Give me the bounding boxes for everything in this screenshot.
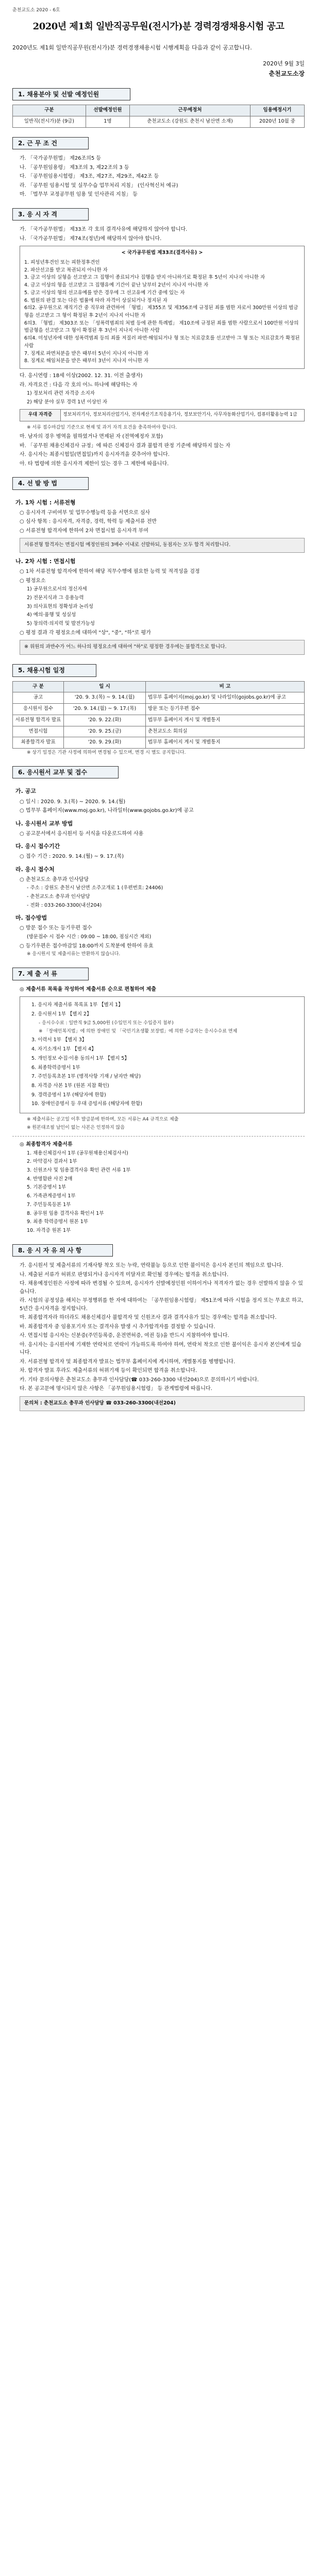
table-cell: 춘천교도소 회의실 — [146, 726, 305, 737]
list-item: 3) 의사표현의 정확성과 논리성 — [27, 603, 93, 609]
list-item: 아. 타 법령에 의한 응시자격 제한이 있는 경우 그 제한에 따릅니다. — [20, 461, 169, 467]
document-item: 4. 자기소개서 1부 【별지 4】 — [31, 1046, 96, 1053]
list-item: ○ 일시 : 2020. 9. 3.(목) ~ 2020. 9. 14.(월) — [20, 799, 126, 805]
document-item: 3. 신원조사 및 임용결격사유 확인 관련 서류 1부 — [27, 1167, 131, 1173]
section-schedule — [12, 664, 305, 757]
box-line: 6의3. 「형법」 제303조 또는 「성폭력범죄의 처벌 등에 관한 특례법」 제10조에 규정된 죄를 범한 사람으로서 100만원 이상의 벌금형을 선고받고 그 형이 확정된 후 3년이 지나지 아니한 사람 — [24, 320, 299, 334]
list-item: ○ 공고문서에서 응시원서 등 서식을 다운로드하여 사용 — [20, 831, 144, 837]
document-item: 7. 주민등록등본 1부 — [27, 1201, 71, 1208]
list-item: ○ 1차 서류전형 합격자에 한하여 해당 직무수행에 필요한 능력 및 적격성을 검정 — [20, 569, 200, 575]
list-item: ○ 서류전형 합격자에 한하여 2차 면접시험 응시자격 부여 — [20, 528, 148, 534]
table-cell: 법무부 홈페이지 게시 및 개별통지 — [146, 737, 305, 749]
document-item: 4. 반명함판 사진 2매 — [27, 1176, 73, 1182]
section-title: 2. 근 무 조 건 — [12, 137, 89, 150]
document-item: 9. 경력증명서 1부 (해당자에 한함) — [31, 1092, 106, 1098]
disqualification-box — [20, 246, 305, 369]
document-item: 8. 자격증 사본 1부 (원본 지참 확인) — [31, 1083, 109, 1089]
table-header: 일 시 — [64, 681, 146, 692]
document-item: 2. 응시원서 1부 【별지 2】 — [31, 1011, 92, 1017]
list-item: 5) 창의력·의지력 및 발전가능성 — [27, 621, 95, 627]
section-eligibility — [12, 208, 305, 468]
table-cell: 춘천교도소 (강원도 춘천시 남산면 소재) — [130, 116, 251, 127]
list-item: 자. 서류전형 합격자 및 최종합격자 발표는 법무부 홈페이지에 게시하며, 개별통지를 병행합니다. — [20, 1359, 236, 1365]
contact-box: 문의처 : 춘천교도소 총무과 인사담당 ☎ 033-260-3300(내선204) — [20, 1396, 305, 1411]
documents-box — [20, 996, 305, 1113]
certificate-list: 정보처리기사, 정보처리산업기사, 전자계산기조직응용기사, 정보보안기사, 사무자동화산업기사, 컴퓨터활용능력 1급 — [63, 412, 297, 418]
box-line: 1. 피성년후견인 또는 피한정후견인 — [24, 259, 100, 265]
list-item: 바. 「공무원 채용신체검사 규정」에 따른 신체검사 결과 불합격 판정 기준에 해당하지 않는 자 — [20, 443, 231, 449]
list-item: 사. 면접시험 응시자는 신분증(주민등록증, 운전면허증, 여권 등)을 반드시 지참하여야 합니다. — [20, 1333, 229, 1339]
list-item: ○ 심사 항목 : 응시자격, 자격증, 경력, 학력 등 제출서류 전반 — [20, 519, 157, 525]
list-item: 1) 정보처리 관련 자격증 소지자 — [27, 391, 95, 397]
table-cell: 방문 또는 등기우편 접수 — [146, 704, 305, 715]
subsection-title: 가. 1차 시험 : 서류전형 — [15, 499, 76, 506]
table-cell: 2020년 10월 중 — [250, 116, 304, 127]
note: ※ 서류 접수마감일 기준으로 현재 및 과거 자격 요건을 충족하여야 합니다. — [27, 425, 177, 431]
list-item: ○ 평정 결과 각 평정요소에 대하여 "상", "중", "하"로 평가 — [20, 630, 151, 636]
table-cell: 법무부 홈페이지 게시 및 개별통지 — [146, 715, 305, 726]
table-header: 선발예정인원 — [86, 105, 129, 116]
notice-box: ※ 위원의 과반수가 어느 하나의 평정요소에 대하여 "하"로 평정한 경우에는 불합격으로 합니다. — [20, 640, 305, 655]
list-item: - 전화 : 033-260-3300(내선204) — [27, 902, 102, 908]
document-note: ※ 「장애인복지법」에 의한 장애인 및 「국민기초생활 보장법」에 의한 수급자는 응시수수료 면제 — [39, 1028, 238, 1034]
list-item: 타. 본 공고문에 명시되지 않은 사항은 「공무원임용시험령」 등 관계법령에 따릅니다. — [20, 1386, 212, 1392]
note: ※ 원본대조필 날인이 없는 사본은 인정하지 않음 — [27, 1125, 125, 1131]
document-item: 9. 최종 학력증명서 원본 1부 — [27, 1219, 88, 1225]
list-item: 2) 전문지식과 그 응용능력 — [27, 595, 84, 601]
document-item: 6. 가족관계증명서 1부 — [27, 1193, 76, 1199]
document-item: 8. 공무원 임용 결격사유 확인서 1부 — [27, 1210, 104, 1216]
agency-name: 춘천교도소장 — [269, 70, 305, 77]
document-item: 6. 최종학력증명서 1부 — [31, 1064, 80, 1071]
document-item: 1. 응시자 제출서류 목록표 1부 【별지 1】 — [31, 1002, 123, 1008]
box-title: < 국가공무원법 제33조(결격사유) > — [121, 250, 203, 256]
document-item: 2. 마약검사 결과서 1부 — [27, 1159, 77, 1165]
table-cell: 면접시험 — [13, 726, 64, 737]
table-cell: 최종합격자 발표 — [13, 737, 64, 749]
list-item: 나. 「공무원임용령」 제3조의 3, 제22조의 3 등 — [20, 164, 129, 171]
list-item: 마. 최종합격자라 하더라도 채용신체검사 불합격자 및 신원조사 결과 결격사유가 있는 경우에는 합격을 취소합니다. — [20, 1315, 277, 1321]
box-line: 2. 파산선고를 받고 복권되지 아니한 자 — [24, 267, 108, 273]
document-item: 10. 장애인증명서 등 우대 증빙서류 (해당자에 한함) — [31, 1101, 143, 1107]
table-cell: '20. 9. 25.(금) — [64, 726, 146, 737]
list-item: 마. 「법무부 교정공무원 임용 및 인사관리 지침」 등 — [20, 192, 138, 198]
table-row — [13, 737, 305, 749]
note: ※ 상기 일정은 기관 사정에 의하여 변경될 수 있으며, 변경 시 별도 공지합니다. — [27, 750, 186, 755]
table-header: 구 분 — [13, 681, 64, 692]
section-title: 8. 응 시 자 유 의 사 항 — [12, 1244, 113, 1257]
document-note: - 응시수수료 : 일반직 9급 5,000원 (수입인지 또는 수입증지 첨부) — [39, 1020, 174, 1026]
document-item: 10. 자격증 원본 1부 — [27, 1228, 71, 1234]
list-item: 라. 자격요건 : 다음 각 호의 어느 하나에 해당하는 자 — [20, 382, 138, 388]
list-item: ○ 법무부 홈페이지(www.moj.go.kr), 나라일터(www.gojobs.go.kr)에 공고 — [20, 808, 194, 814]
list-item: 4) 예의·품행 및 성실성 — [27, 612, 76, 618]
table-cell: '20. 9. 22.(화) — [64, 715, 146, 726]
table-cell: 응시원서 접수 — [13, 704, 64, 715]
table-cell: '20. 9. 3.(목) ~ 9. 14.(월) — [64, 692, 146, 704]
document-item: 5. 기본증명서 1부 — [27, 1184, 66, 1191]
notice-box: 서류전형 합격자는 면접시험 예정인원의 3배수 이내로 선발하되, 동점자는 모두 합격 처리합니다. — [20, 538, 305, 553]
box-line: 5. 금고 이상의 형의 선고유예를 받은 경우에 그 선고유예 기간 중에 있는 자 — [24, 290, 185, 296]
list-item: ○ 방문 접수 또는 등기우편 접수 — [20, 925, 92, 931]
table-cell: '20. 9. 14.(월) ~ 9. 17.(목) — [64, 704, 146, 715]
section-title: 3. 응 시 자 격 — [12, 208, 89, 221]
section-notes — [12, 1244, 305, 1411]
recruitment-table — [12, 105, 305, 127]
box-line: 4. 금고 이상의 형을 선고받고 그 집행유예 기간이 끝난 날부터 2년이 지나지 아니한 자 — [24, 282, 209, 289]
section-conditions — [12, 137, 305, 199]
list-item: - 춘천교도소 총무과 인사담당 — [27, 893, 90, 900]
list-item: 마. 남자의 경우 병역을 필하였거나 면제된 자 (전역예정자 포함) — [20, 434, 163, 440]
table-cell: 법무부 홈페이지(moj.go.kr) 및 나라일터(gojobs.go.kr)에 공고 — [146, 692, 305, 704]
list-item: 가. 응시원서 및 제출서류의 기재사항 착오 또는 누락, 연락불능 등으로 인한 불이익은 응시자 본인의 책임으로 합니다. — [20, 1263, 283, 1269]
box-line: 6. 법원의 판결 또는 다른 법률에 따라 자격이 상실되거나 정지된 자 — [24, 297, 168, 303]
table-header: 근무예정처 — [130, 105, 251, 116]
box-line: 8. 징계로 해임처분을 받은 때부터 3년이 지나지 아니한 자 — [24, 358, 149, 364]
section-title: 6. 응시원서 교부 및 접수 — [12, 766, 119, 779]
table-header: 비 고 — [146, 681, 305, 692]
table-header: 구분 — [13, 105, 86, 116]
list-item: 나. 제출된 서류가 허위로 판명되거나 응시자격 미달자로 확인될 경우에는 합격을 취소합니다. — [20, 1272, 229, 1278]
list-item: ○ 응시자격 구비여부 및 업무수행능력 등을 서면으로 심사 — [20, 510, 151, 516]
table-cell: 서류전형 합격자 발표 — [13, 715, 64, 726]
box-line: 6의2. 공무원으로 재직기간 중 직무와 관련하여 「형법」 제355조 및 제356조에 규정된 죄를 범한 자로서 300만원 이상의 벌금형을 선고받고 그 형이 확정된 후 2년이 지나지 아니한 자 — [24, 305, 298, 318]
list-item: 나. 「국가공무원법」 제74조(정년)에 해당하지 않아야 합니다. — [20, 235, 162, 242]
page-title: 2020년 제1회 일반직공무원(전시가)분 경력경쟁채용시험 공고 — [32, 21, 285, 32]
list-item: 다. 「공무원임용시험령」 제3조, 제27조, 제29조, 제42조 등 — [20, 174, 159, 180]
section-title: 1. 채용분야 및 선발 예정인원 — [12, 88, 130, 101]
list-item: 라. 시험의 공정성을 해치는 부정행위를 한 자에 대하여는 「공무원임용시험령」 제51조에 따라 시험을 정지 또는 무효로 하고, 5년간 응시자격을 정지합니다. — [20, 1298, 304, 1312]
list-item: 가. 「국가공무원법」 제33조 각 호의 결격사유에 해당하지 않아야 합니다. — [20, 227, 188, 233]
list-item: 사. 응시자는 최종시험일(면접일)까지 응시자격을 갖추어야 합니다. — [20, 452, 170, 458]
certificate-table — [20, 409, 305, 421]
document-item: 5. 개인정보 수집·이용 동의서 1부 【별지 5】 — [31, 1055, 129, 1061]
section-recruitment — [12, 88, 305, 128]
table-header: 임용예정시기 — [250, 105, 304, 116]
list-item: 2) 해당 분야 실무 경력 1년 이상인 자 — [27, 399, 108, 405]
list-item: 다. 응시연령 : 18세 이상(2002. 12. 31. 이전 출생자) — [20, 373, 143, 379]
list-item: ○ 접수 기간 : 2020. 9. 14.(월) ~ 9. 17.(목) — [20, 854, 124, 860]
note: ※ 제출서류는 공고일 이후 발급분에 한하며, 모든 서류는 A4 규격으로 제출 — [27, 1117, 179, 1123]
document-item: 1. 채용신체검사서 1부 (공무원채용신체검사서) — [27, 1150, 128, 1156]
intro-text: 2020년도 제1회 일반직공무원(전시가)분 경력경쟁채용시험 시행계획을 다음과 같이 공고합니다. — [12, 44, 252, 51]
list-item: 가. 「국가공무원법」 제26조의5 등 — [20, 156, 102, 162]
list-item: ○ 등기우편은 접수마감일 18:00까지 도착분에 한하여 유효 — [20, 943, 154, 949]
table-cell: 1명 — [86, 116, 129, 127]
section-title: 5. 채용시험 일정 — [12, 664, 96, 677]
box-line: 3. 금고 이상의 실형을 선고받고 그 집행이 종료되거나 집행을 받지 아니하기로 확정된 후 5년이 지나지 아니한 자 — [24, 275, 265, 281]
subsection-title: 나. 응시원서 교부 방법 — [15, 820, 73, 827]
section-application — [12, 766, 305, 958]
subsection-title: 가. 공고 — [15, 788, 36, 795]
subsection-title: 다. 응시 접수기간 — [15, 843, 60, 850]
certificate-label: 우대 자격증 — [20, 410, 61, 421]
table-row — [13, 692, 305, 704]
subsection-title: 나. 2차 시험 : 면접시험 — [15, 558, 76, 565]
list-item: 아. 응시자는 응시원서에 기재한 연락처로 연락이 가능하도록 하여야 하며, 연락처 착오로 인한 불이익은 응시자 본인에게 있습니다. — [20, 1342, 302, 1356]
note: ※ 응시원서 및 제출서류는 반환하지 않습니다. — [27, 952, 121, 957]
announcement-date: 2020년 9월 3일 — [263, 60, 305, 67]
subsection-title: 마. 접수방법 — [15, 914, 47, 922]
section-title: 7. 제 출 서 류 — [12, 968, 89, 980]
table-row — [13, 116, 305, 127]
section-documents — [12, 968, 305, 1235]
document-item: 3. 이력서 1부 【별지 3】 — [31, 1037, 87, 1043]
schedule-table — [12, 681, 305, 749]
list-item: 라. 「공무원 임용시험 및 실무수습 업무처리 지침」 (인사혁신처 예규) — [20, 182, 178, 189]
list-item: ○ 춘천교도소 총무과 인사담당 — [20, 876, 89, 883]
section-selection — [12, 477, 305, 655]
section-title: 4. 선 발 방 법 — [12, 477, 89, 490]
list-item: 바. 최종합격자 중 임용포기자 또는 결격사유 발생 시 추가합격자를 결정할 수 있습니다. — [20, 1324, 215, 1330]
list-item: ○ 평정요소 — [20, 578, 46, 584]
table-row — [13, 704, 305, 715]
list-item: 카. 기타 문의사항은 춘천교도소 총무과 인사담당(☎ 033-260-3300 내선204)으로 문의하시기 바랍니다. — [20, 1377, 259, 1383]
table-row — [13, 715, 305, 726]
box-line: 6의4. 미성년자에 대한 성폭력범죄 등의 죄를 저질러 파면·해임되거나 형 또는 치료감호를 선고받아 그 형 또는 치료감호가 확정된 사람 — [24, 335, 300, 349]
lead-text: ◎ 제출서류 목록을 작성하여 제출서류 순으로 편철하여 제출 — [20, 986, 156, 992]
list-item: 차. 합격자 발표 후라도 제출서류의 허위기재 등이 확인되면 합격을 취소합니다. — [20, 1368, 197, 1374]
box-line: 7. 징계로 파면처분을 받은 때부터 5년이 지나지 아니한 자 — [24, 350, 149, 357]
list-item: (방문접수 시 접수 시간 : 09:00 ~ 18:00, 점심시간 제외) — [27, 934, 152, 940]
list-item: 1) 공무원으로서의 정신자세 — [27, 586, 87, 592]
subsection-title: 라. 응시 접수처 — [15, 866, 55, 873]
table-cell: 일반직(전시가)분 (9급) — [13, 116, 86, 127]
table-row — [13, 726, 305, 737]
table-cell: '20. 9. 29.(화) — [64, 737, 146, 749]
lead-text: ◎ 최종합격자 제출서류 — [20, 1142, 73, 1148]
document-number: 춘천교도소 2020 - 6호 — [12, 8, 60, 13]
table-cell: 공고 — [13, 692, 64, 704]
list-item: 다. 채용예정인원은 사정에 따라 변경될 수 있으며, 응시자가 선발예정인원 이하이거나 적격자가 없는 경우 선발하지 않을 수 있습니다. — [20, 1281, 303, 1295]
list-item: - 주소 : 강원도 춘천시 남산면 소주고개로 1 (우편번호: 24406) — [27, 885, 163, 891]
document-item: 7. 주민등록초본 1부 (병적사항 기재 / 남자만 해당) — [31, 1074, 141, 1080]
